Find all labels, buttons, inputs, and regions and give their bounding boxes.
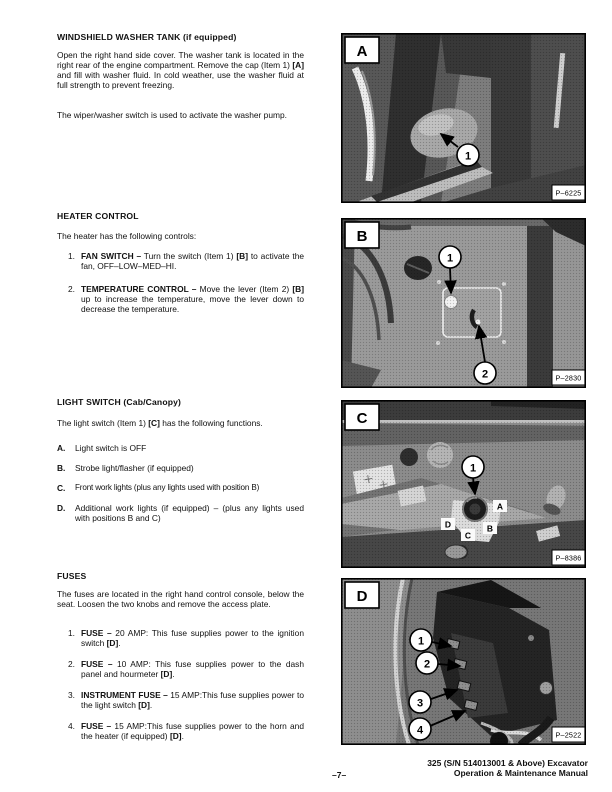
- item-post: .: [181, 731, 184, 741]
- light-item-b: [57, 463, 304, 473]
- fuses-intro: The fuses are located in the right hand control console, below the seat. Loosen the two knobs and remove the access plate.: [57, 589, 304, 609]
- footer-line-2: Operation & Maintenance Manual: [453, 767, 588, 778]
- item-number: 2.: [68, 284, 75, 294]
- item-post: up to increase the temperature, move the lever down to decrease the temperature.: [81, 294, 304, 314]
- item-lead: FAN SWITCH –: [81, 251, 142, 261]
- item-letter: D.: [57, 503, 66, 513]
- washer-p1-post: and fill with washer fluid. In cold weather, use the washer fluid at full strength to prevent freezing.: [57, 70, 304, 90]
- photo-caption: [552, 370, 585, 385]
- item-letter: A.: [57, 443, 66, 453]
- item-number: 4.: [68, 721, 75, 731]
- figure-c-light-switch-photo: [341, 400, 586, 568]
- item-ref: [D]: [138, 700, 150, 710]
- fuse-item-2: [68, 659, 304, 679]
- callout-1-badge: [462, 456, 484, 478]
- svg-text:1: 1: [417, 635, 425, 648]
- callout-1-badge: [457, 144, 479, 166]
- figure-a-washer-tank-photo: [341, 33, 586, 203]
- item-lead: FUSE –: [81, 721, 112, 731]
- light-intro-ref: [C]: [148, 418, 160, 428]
- heater-intro: The heater has the following controls:: [57, 231, 197, 241]
- item-text: Additional work lights (if equipped) – (plus any lights used with positions B and C): [75, 503, 304, 523]
- item-mid: Turn the switch (Item 1): [141, 251, 237, 261]
- svg-text:D: D: [356, 588, 368, 605]
- light-item-c: [57, 483, 304, 493]
- svg-text:B: B: [356, 228, 368, 245]
- svg-text:2: 2: [481, 368, 489, 381]
- item-lead: FUSE –: [81, 628, 112, 638]
- photo-caption: [552, 550, 585, 565]
- item-mid: 15 AMP:This fuse supplies power to the horn and the heater (if equipped): [81, 721, 304, 741]
- item-text: Front work lights (plus any lights used with position B): [75, 483, 260, 492]
- item-number: 3.: [68, 690, 75, 700]
- section-heading-light: LIGHT SWITCH (Cab/Canopy): [57, 397, 182, 407]
- svg-text:A: A: [356, 43, 368, 60]
- svg-text:1: 1: [446, 252, 454, 265]
- item-post: .: [172, 669, 175, 679]
- item-lead: TEMPERATURE CONTROL –: [81, 284, 197, 294]
- svg-text:B: B: [486, 523, 494, 534]
- item-number: 1.: [68, 628, 75, 638]
- svg-text:C: C: [464, 530, 472, 541]
- figure-d-fuses-photo: [341, 578, 586, 745]
- item-post: .: [118, 638, 121, 648]
- washer-p1-ref: [A]: [292, 60, 304, 70]
- light-intro-post: has the following functions.: [159, 418, 263, 428]
- light-item-d: [57, 503, 304, 523]
- item-number: 2.: [68, 659, 75, 669]
- fuse-item-3: [68, 690, 304, 710]
- callout-2-badge: [416, 652, 438, 674]
- item-ref: [D]: [160, 669, 173, 679]
- svg-text:P–8386: P–8386: [555, 553, 582, 563]
- figure-label-box: [345, 37, 379, 63]
- callout-3-badge: [409, 691, 431, 713]
- figure-label-box: [345, 582, 379, 608]
- svg-text:D: D: [444, 519, 452, 530]
- heater-item-1: [68, 251, 304, 271]
- callout-1-badge: [439, 246, 461, 268]
- photo-caption: [552, 185, 585, 200]
- light-item-a: [57, 443, 304, 453]
- item-ref: [B]: [292, 284, 305, 294]
- footer-line-1: 325 (S/N 514013001 & Above) Excavator: [427, 758, 588, 768]
- item-post: .: [149, 700, 153, 710]
- callout-1-badge: [410, 629, 432, 651]
- figure-label-box: [345, 222, 379, 248]
- svg-text:A: A: [496, 501, 504, 512]
- heater-item-2: [68, 284, 304, 314]
- washer-p1-pre: Open the right hand side cover. The washer tank is located in the right rear of the engine compartment. Remove the cap (Item 1): [57, 50, 304, 70]
- svg-text:P–2830: P–2830: [555, 373, 582, 383]
- item-lead: INSTRUMENT FUSE –: [81, 690, 168, 700]
- svg-text:P–2522: P–2522: [555, 730, 582, 740]
- svg-text:2: 2: [423, 658, 431, 671]
- figure-b-heater-control-photo: [341, 218, 586, 388]
- section-heading-fuses: FUSES: [57, 571, 87, 581]
- washer-paragraph-2: The wiper/washer switch is used to activate the washer pump.: [57, 110, 287, 120]
- item-mid: 10 AMP: This fuse supplies power to the dash panel and hourmeter: [81, 659, 304, 679]
- item-letter: B.: [57, 463, 66, 473]
- section-heading-heater: HEATER CONTROL: [57, 211, 139, 221]
- item-mid: Move the lever (Item 2): [196, 284, 293, 294]
- switch-position-c: [461, 529, 475, 541]
- svg-text:1: 1: [464, 150, 472, 163]
- svg-text:4: 4: [416, 724, 424, 737]
- fuse-item-4: [68, 721, 304, 741]
- section-heading-washer: WINDSHIELD WASHER TANK (if equipped): [57, 32, 237, 42]
- light-intro: [57, 418, 304, 428]
- washer-paragraph-1: [57, 50, 304, 90]
- switch-position-d: [441, 518, 455, 530]
- item-ref: [B]: [236, 251, 248, 261]
- item-mid: 20 AMP: This fuse supplies power to the ignition switch: [81, 628, 304, 648]
- page-number: –7–: [332, 770, 347, 780]
- svg-text:3: 3: [416, 697, 424, 710]
- light-intro-pre: The light switch (Item 1): [57, 418, 149, 428]
- svg-text:C: C: [356, 410, 368, 427]
- footer-manual-title: [288, 759, 588, 778]
- photo-caption: [552, 727, 585, 742]
- item-number: 1.: [68, 251, 75, 261]
- item-lead: FUSE –: [81, 659, 113, 669]
- switch-position-a: [493, 500, 507, 512]
- item-text: Strobe light/flasher (if equipped): [75, 463, 194, 473]
- item-text: Light switch is OFF: [75, 443, 147, 453]
- figure-label-box: [345, 404, 379, 430]
- item-ref: [D]: [169, 731, 182, 741]
- callout-4-badge: [409, 718, 431, 740]
- callout-2-badge: [474, 362, 496, 384]
- item-ref: [D]: [106, 638, 119, 648]
- item-post: to activate the fan, OFF–LOW–MED–HI.: [81, 251, 305, 271]
- svg-text:P–6225: P–6225: [555, 188, 582, 198]
- fuse-item-1: [68, 628, 304, 648]
- switch-position-b: [483, 522, 497, 534]
- item-letter: C.: [57, 483, 66, 493]
- svg-text:1: 1: [469, 462, 477, 475]
- item-mid: 15 AMP:This fuse supplies power to the light switch: [81, 690, 304, 710]
